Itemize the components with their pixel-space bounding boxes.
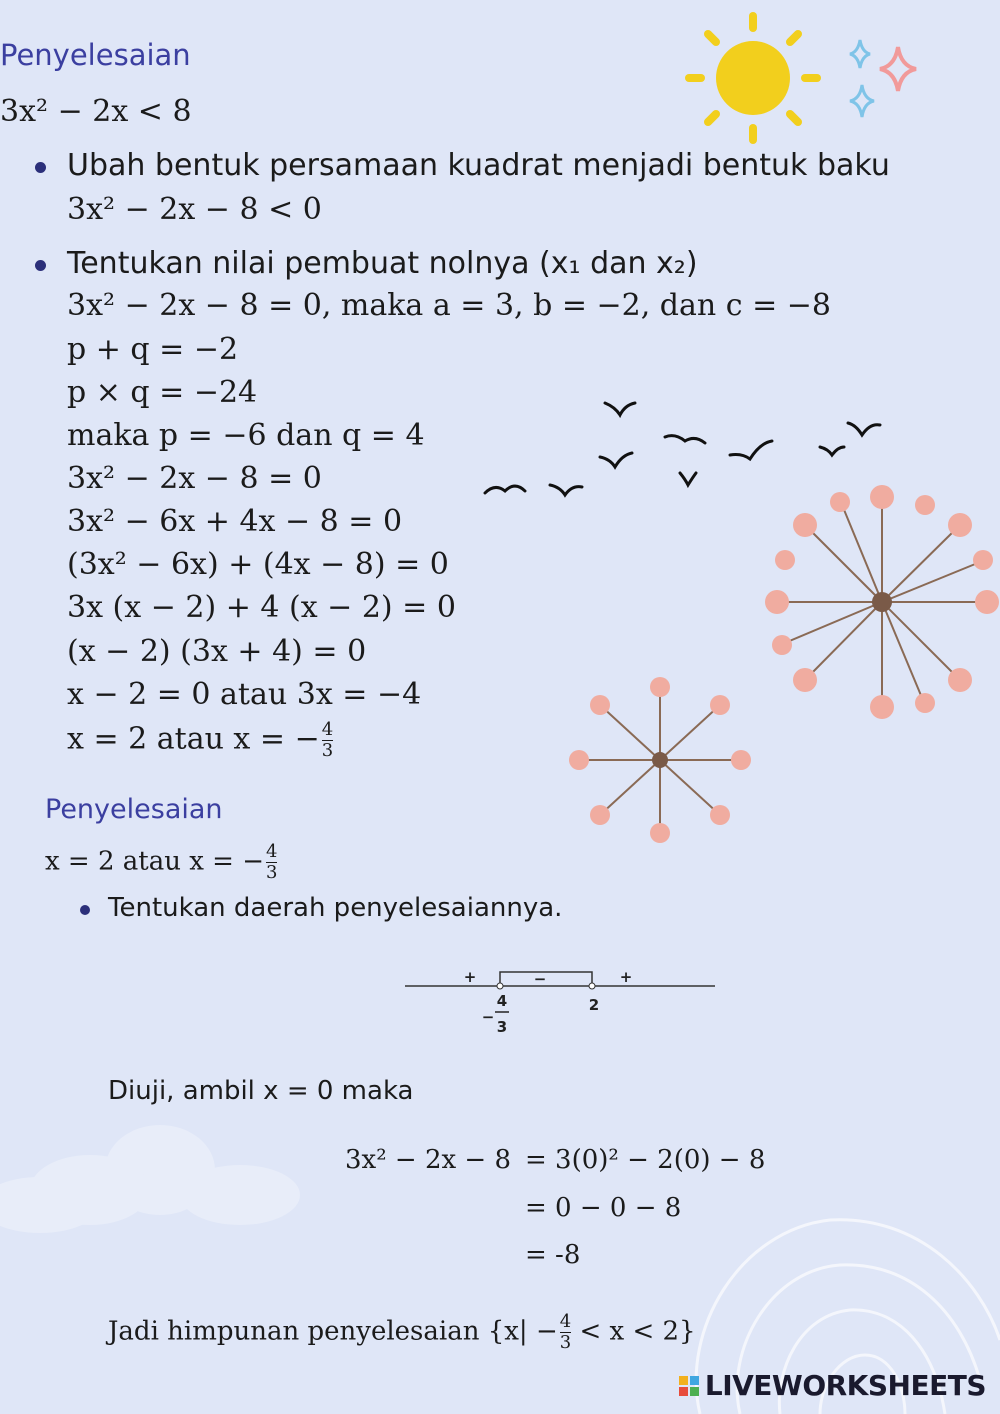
bullet-dot [35, 260, 46, 271]
sun-icon [683, 12, 823, 147]
left-point-denominator: 3 [496, 1018, 508, 1036]
step-line: 3x² − 2x − 8 = 0 [67, 461, 322, 496]
fraction [322, 720, 333, 761]
number-line [400, 960, 720, 1040]
test-step: = -8 [525, 1240, 581, 1270]
logo-mark-icon [679, 1376, 699, 1396]
conclusion-line [108, 1312, 696, 1353]
bullet-dot [80, 905, 90, 915]
fraction-numerator: 4 [559, 1311, 572, 1332]
fraction-numerator: 4 [321, 719, 334, 740]
sign-left: + [463, 968, 477, 986]
step-line: p × q = −24 [67, 375, 258, 410]
test-lhs: 3x² − 2x − 8 [345, 1145, 512, 1175]
test-step: = 3(0)² − 2(0) − 8 [525, 1145, 766, 1175]
roots-summary-prefix: x = 2 atau x = − [45, 846, 265, 877]
sign-right: + [619, 968, 633, 986]
step-line: p + q = −2 [67, 332, 239, 367]
step-line: (x − 2) (3x + 4) = 0 [67, 634, 367, 669]
roots-prefix: x = 2 atau x = − [67, 721, 320, 757]
fraction-denominator: 3 [559, 1332, 572, 1353]
section2-heading: Penyelesaian [45, 794, 223, 825]
step-line: 3x (x − 2) + 4 (x − 2) = 0 [67, 590, 456, 625]
bullet1-equation: 3x² − 2x − 8 < 0 [67, 192, 322, 227]
bullet2-text: Tentukan nilai pembuat nolnya (x₁ dan x₂) [67, 246, 698, 281]
section1-heading: Penyelesaian [0, 38, 191, 72]
logo-text: LIVEWORKSHEETS [704, 1369, 986, 1402]
test-text: Diuji, ambil x = 0 maka [108, 1076, 414, 1106]
conclusion-suffix: < x < 2} [579, 1316, 696, 1347]
sign-middle: − [533, 970, 547, 988]
roots-summary [45, 842, 277, 883]
fraction-denominator: 3 [266, 862, 278, 883]
conclusion-prefix: Jadi himpunan penyelesaian {x| − [108, 1316, 558, 1347]
bullet-dot [35, 162, 46, 173]
liveworksheets-logo [679, 1369, 986, 1402]
cloud-decoration [0, 1110, 320, 1250]
flower-decoration-small [565, 675, 755, 845]
step-line: (3x² − 6x) + (4x − 8) = 0 [67, 547, 449, 582]
fraction [266, 842, 277, 883]
step-line: 3x² − 2x − 8 = 0, maka a = 3, b = −2, dan c = −8 [67, 288, 831, 323]
bullet1-text: Ubah bentuk persamaan kuadrat menjadi bentuk baku [67, 148, 890, 183]
problem-inequality: 3x² − 2x < 8 [0, 94, 192, 129]
roots-line [67, 720, 333, 761]
right-point-label: 2 [588, 996, 600, 1014]
test-step: = 0 − 0 − 8 [525, 1193, 682, 1223]
left-point-sign: − [481, 1008, 495, 1026]
left-point-numerator: 4 [496, 992, 508, 1010]
bullet3-text: Tentukan daerah penyelesaiannya. [108, 893, 563, 923]
step-line: 3x² − 6x + 4x − 8 = 0 [67, 504, 403, 539]
fraction-numerator: 4 [266, 841, 278, 862]
flower-decoration-large [765, 485, 1000, 720]
sparkle-icons [840, 35, 930, 130]
step-line: x − 2 = 0 atau 3x = −4 [67, 677, 422, 712]
fraction-denominator: 3 [321, 740, 334, 761]
step-line: maka p = −6 dan q = 4 [67, 418, 425, 453]
fraction [560, 1312, 571, 1353]
